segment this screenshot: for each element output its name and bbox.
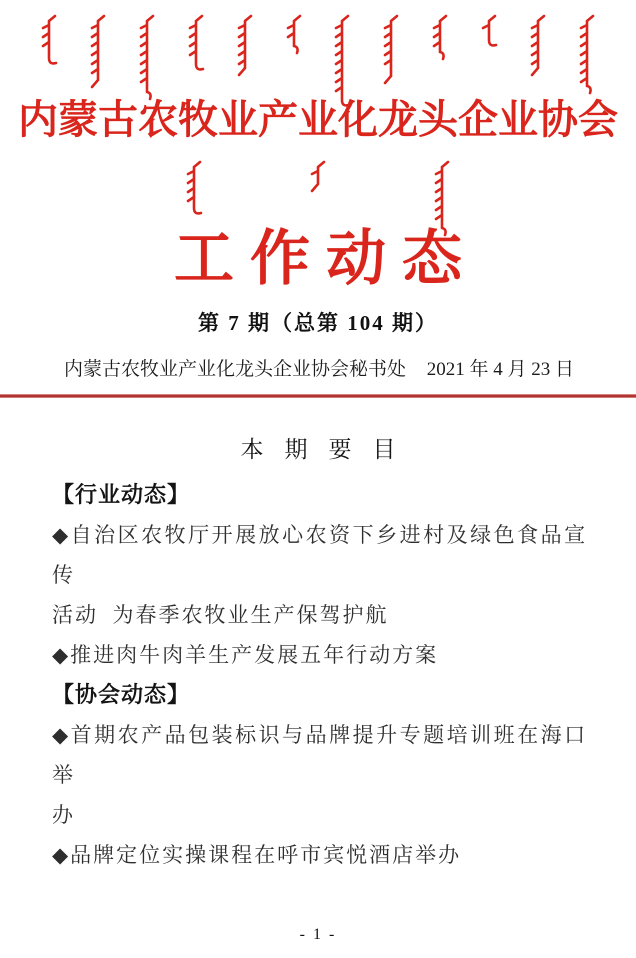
toc-item-line: ◆首期农产品包装标识与品牌提升专题培训班在海口举	[52, 723, 588, 787]
publication-date: 2021 年 4 月 23 日	[426, 359, 574, 380]
toc-section-header-association: 【协会动态】	[52, 682, 191, 707]
toc-item-line: 办	[52, 803, 75, 827]
red-divider-rule	[0, 394, 636, 398]
org-name-title: 内蒙古农牧业产业化龙头企业协会	[18, 97, 618, 142]
toc-item-line: 活动 为春季农牧业生产保驾护航	[52, 603, 389, 627]
page-number: - 1 -	[299, 926, 337, 943]
bulletin-title: 工作动态	[174, 226, 478, 292]
toc-section-header-industry: 【行业动态】	[52, 482, 191, 507]
toc-title: 本期要目	[240, 436, 417, 462]
toc-item-line: ◆推进肉牛肉羊生产发展五年行动方案	[52, 643, 439, 667]
toc-list	[0, 475, 636, 875]
toc-item-line: ◆自治区农牧厅开展放心农资下乡进村及绿色食品宣传	[52, 523, 588, 587]
publication-info-row	[0, 354, 636, 381]
toc-item-line: ◆品牌定位实操课程在呼市宾悦酒店举办	[52, 843, 462, 867]
mongolian-script-banner-icon	[0, 0, 636, 88]
mongolian-script-subtitle-icon	[183, 160, 453, 222]
issue-number: 第 7 期（总第 104 期）	[198, 311, 438, 335]
publisher-name: 内蒙古农牧业产业化龙头企业协会秘书处	[64, 359, 407, 380]
